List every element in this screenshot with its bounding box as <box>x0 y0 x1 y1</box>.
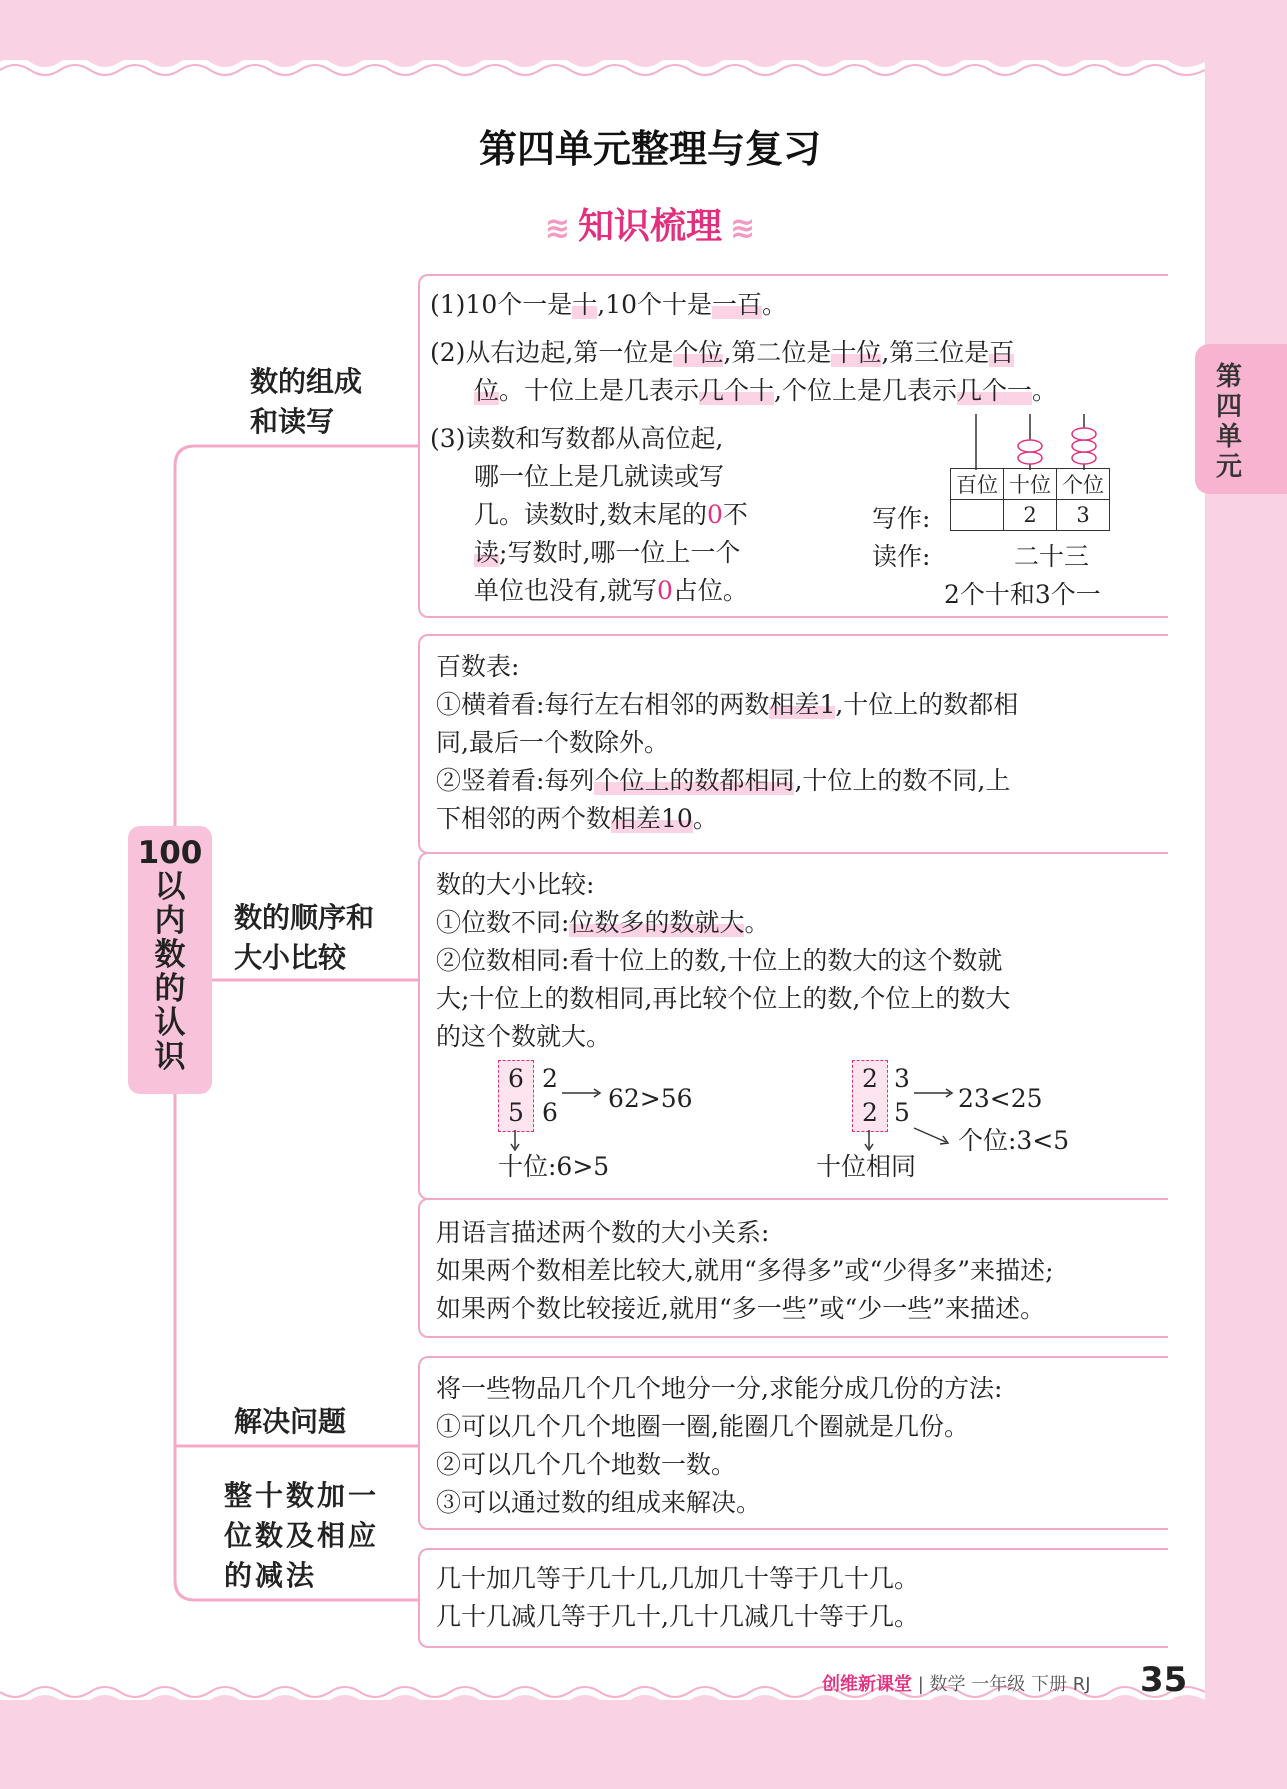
side-tab-char: 第 <box>1215 362 1242 392</box>
box5-line4: ③可以通过数的组成来解决。 <box>436 1488 762 1517</box>
place-header-hundreds: 百位 <box>951 469 1004 500</box>
box2-line4: ②竖着看:每列个位上的数都相同,十位上的数不同,上 <box>436 766 1011 795</box>
side-tab-char: 元 <box>1215 452 1242 482</box>
ex1-note: 十位:6>5 <box>498 1152 610 1181</box>
read-label: 读作: <box>872 542 931 571</box>
root-node-char: 的 <box>154 971 186 1007</box>
box4-line1: 用语言描述两个数的大小关系: <box>436 1218 770 1247</box>
place-header-ones: 个位 <box>1057 469 1110 500</box>
branch-label: 数的组成 <box>250 365 363 398</box>
branch-tens-add <box>224 1476 379 1596</box>
branch-label: 的减法 <box>224 1559 318 1592</box>
box4-line3: 如果两个数比较接近,就用“多一些”或“少一些”来描述。 <box>436 1294 1046 1323</box>
ex1-tens2: 5 <box>508 1098 524 1127</box>
box1-line3: 位。十位上是几表示几个十,个位上是几表示几个一。 <box>474 376 1058 405</box>
arrow-diagonal-icon <box>912 1124 952 1148</box>
branch-order-compare <box>234 898 374 978</box>
root-node-char: 内 <box>154 903 186 939</box>
box1-line7: 读;写数时,哪一位上一个 <box>474 538 741 567</box>
side-tab-char: 单 <box>1215 422 1242 452</box>
ex1-tens1: 6 <box>508 1064 524 1093</box>
box5-line2: ①可以几个几个地圈一圈,能圈几个圈就是几份。 <box>436 1412 969 1441</box>
ex2-ones2: 5 <box>894 1098 910 1127</box>
footer-info: 数学 一年级 下册 RJ <box>929 1674 1091 1695</box>
branch-composition <box>250 362 362 442</box>
place-value-table <box>950 468 1110 531</box>
box5-line3: ②可以几个几个地数一数。 <box>436 1450 737 1479</box>
place-value-ones: 3 <box>1057 500 1110 531</box>
root-node-char: 100 <box>137 835 203 871</box>
ex2-tens2: 2 <box>862 1098 878 1127</box>
write-label: 写作: <box>872 504 931 533</box>
arrow-right-icon <box>560 1086 604 1100</box>
place-header-tens: 十位 <box>1004 469 1057 500</box>
abacus-icon <box>940 412 1110 472</box>
ex2-ones1: 3 <box>894 1064 910 1093</box>
wave-deco-icon: ≋ <box>544 211 570 246</box>
box3-line3: ②位数相同:看十位上的数,十位上的数大的这个数就 <box>436 946 1003 975</box>
box2-line1: 百数表: <box>436 652 520 681</box>
subtitle-text: 知识梳理 <box>577 206 722 247</box>
ex2-note: 十位相同 <box>816 1152 917 1181</box>
box3-line4: 大;十位上的数相同,再比较个位上的数,个位上的数大 <box>436 984 1011 1013</box>
branch-label: 和读写 <box>250 405 335 438</box>
side-tab-char: 四 <box>1215 392 1242 422</box>
number-meaning: 2个十和3个一 <box>944 580 1101 609</box>
box6-line1: 几十加几等于几十几,几加几十等于几十几。 <box>436 1564 919 1593</box>
page-title: 第四单元整理与复习 <box>478 127 821 171</box>
box3-line1: 数的大小比较: <box>436 870 595 899</box>
box1-line1: (1)10个一是十,10个十是一百。 <box>430 290 788 319</box>
box2-line3: 同,最后一个数除外。 <box>436 728 669 757</box>
box2-line2: ①横着看:每行左右相邻的两数相差1,十位上的数都相 <box>436 690 1019 719</box>
ex2-result: 23<25 <box>958 1084 1043 1113</box>
ex2-note2: 个位:3<5 <box>958 1126 1070 1155</box>
box1-line6: 几。读数时,数末尾的0不 <box>474 500 748 529</box>
root-node-char: 识 <box>154 1039 186 1075</box>
read-value: 二十三 <box>1014 542 1090 571</box>
box3-line2: ①位数不同:位数多的数就大。 <box>436 908 770 937</box>
box2-line5: 下相邻的两个数相差10。 <box>436 804 718 833</box>
branch-label: 解决问题 <box>234 1405 347 1438</box>
box4-line2: 如果两个数相差比较大,就用“多得多”或“少得多”来描述; <box>436 1256 1054 1285</box>
box6-line2: 几十几减几等于几十,几十几减几十等于几。 <box>436 1602 919 1631</box>
box3-line5: 的这个数就大。 <box>436 1022 612 1051</box>
ex1-ones2: 6 <box>542 1098 558 1127</box>
place-value-tens: 2 <box>1004 500 1057 531</box>
footer-brand: 创维新课堂 <box>822 1674 912 1695</box>
place-value-hundreds <box>951 500 1004 531</box>
box5-line1: 将一些物品几个几个地分一分,求能分成几份的方法: <box>436 1374 1003 1403</box>
box1-line2: (2)从右边起,第一位是个位,第二位是十位,第三位是百 <box>430 338 1015 367</box>
footer-separator: | <box>917 1674 924 1695</box>
branch-label: 大小比较 <box>234 941 347 974</box>
box1-line8: 单位也没有,就写0占位。 <box>474 576 748 605</box>
ex2-tens1: 2 <box>862 1064 878 1093</box>
ex1-result: 62>56 <box>608 1084 693 1113</box>
branch-label: 位数及相应 <box>224 1519 380 1552</box>
root-node-char: 认 <box>154 1005 186 1041</box>
page-footer <box>822 1670 1091 1696</box>
root-node <box>128 826 212 1094</box>
box1-line4: (3)读数和写数都从高位起, <box>430 424 724 453</box>
root-node-char: 数 <box>154 937 186 973</box>
box1-line5: 哪一位上是几就读或写 <box>474 462 725 491</box>
branch-label: 数的顺序和 <box>234 901 375 934</box>
branch-problem-solving <box>234 1402 346 1442</box>
branch-label: 整十数加一 <box>224 1479 380 1512</box>
ex1-ones1: 2 <box>542 1064 558 1093</box>
wave-deco-icon: ≋ <box>730 211 756 246</box>
root-node-char: 以 <box>154 869 186 905</box>
arrow-right-icon <box>912 1086 956 1100</box>
page-number: 35 <box>1140 1660 1188 1700</box>
